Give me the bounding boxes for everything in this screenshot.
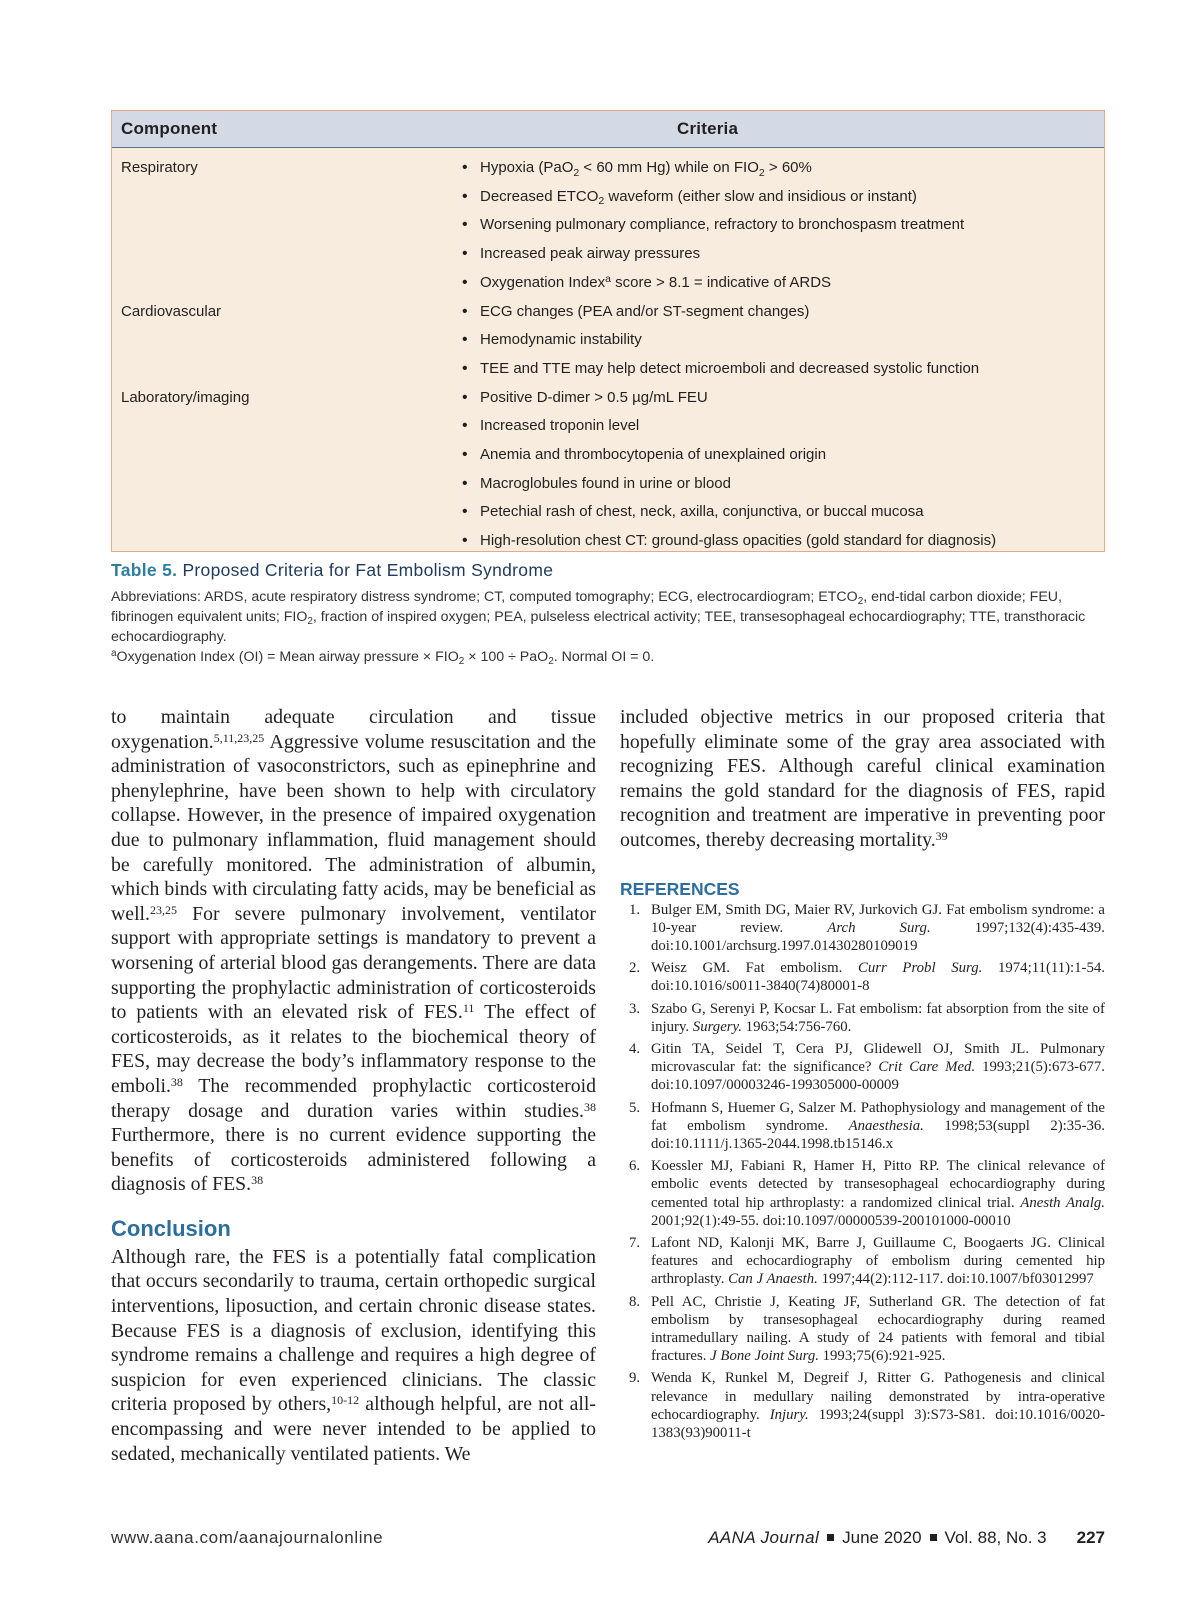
reference-text: Szabo G, Serenyi P, Kocsar L. Fat embolism: fat absorption from the site of injury. Surgery. 1963;54:756-760.	[651, 1000, 1105, 1035]
reference-number: 9.	[629, 1370, 641, 1387]
footer-citation	[708, 1528, 1105, 1548]
criteria-item: • High-resolution chest CT: ground-glass opacities (gold standard for diagnosis)	[462, 527, 1104, 556]
footer-date: June 2020	[842, 1528, 922, 1547]
caption-footnote: $^a$Oxygenation Index (OI) = Mean airway pressure × $FIO_2 \times 100 \div PaO_2$. Normal OI = 0.	[111, 648, 655, 668]
reference-item	[620, 959, 1105, 995]
separator-square-icon	[930, 1534, 937, 1541]
criteria-item: • Positive D-dimer > 0.5 µg/mL FEU	[462, 384, 1104, 413]
row-component: Respiratory	[121, 159, 198, 176]
reference-number: 2.	[629, 960, 641, 977]
criteria-item: • Increased peak airway pressures	[462, 240, 1104, 269]
reference-number: 5.	[629, 1099, 641, 1116]
table-row	[112, 298, 1104, 384]
table-title: Proposed Criteria for Fat Embolism Syndrome	[182, 560, 554, 580]
criteria-item: • Hemodynamic instability	[462, 326, 1104, 355]
reference-number: 1.	[629, 901, 641, 918]
table-body	[112, 148, 1104, 556]
reference-number: 8.	[629, 1293, 641, 1310]
reference-item	[620, 1369, 1105, 1442]
left-column	[111, 705, 596, 1466]
criteria-item: • Petechial rash of chest, neck, axilla, conjunctiva, or buccal mucosa	[462, 498, 1104, 527]
reference-number: 4.	[629, 1040, 641, 1057]
reference-list	[620, 901, 1105, 1443]
criteria-item: • Oxygenation Index$^a$ score > 8.1 = indicative of ARDS	[462, 269, 1104, 298]
caption-title-line	[111, 560, 1105, 581]
body-paragraph-continuation: to maintain adequate circulation and tissue oxygenation.$^{5,11,23,25}$ Aggressive volume resuscitation and the administration of vasoconstrictors, such as epinephrine and phenylephrine, have been shown to help with circulatory collapse. However, in the presence of impaired oxygenation due to pulmonary inflammation, fluid management should be carefully monitored. The administration of albumin, which binds with circulating fatty acids, may be beneficial as well.$^{23,25}$ For severe pulmonary involvement, ventilator support with appropriate settings is mandatory to prevent a worsening of arterial blood gas derangements. There are data supporting the prophylactic administration of corticosteroids to patients with an elevated risk of FES.$^{11}$ The effect of corticosteroids, as it relates to the biochemical theory of FES, may decrease the body’s inflammatory response to the emboli.$^{38}$ The recommended prophylactic corticosteroid therapy dosage and duration varies within studies.$^{38}$ Furthermore, there is no current evidence supporting the benefits of corticosteroids administered following a diagnosis of FES.$^{38}$	[111, 706, 596, 1196]
reference-item	[620, 1000, 1105, 1036]
criteria-table	[111, 110, 1105, 552]
table-row	[112, 154, 1104, 298]
criteria-list	[112, 154, 1104, 298]
reference-item	[620, 1040, 1105, 1095]
criteria-item: • Hypoxia (PaO$_2$ < 60 mm Hg) while on $FIO_2 > 60\%$	[462, 154, 1104, 183]
reference-text: Gitin TA, Seidel T, Cera PJ, Glidewell OJ, Smith JL. Pulmonary microvascular fat: the significance? Crit Care Med. 1993;21(5):673-677. doi:10.1097/00003246-199305000-00009	[651, 1040, 1105, 1094]
column-header-component: Component	[121, 119, 218, 138]
reference-item	[620, 901, 1105, 956]
footer-journal: AANA Journal	[708, 1528, 820, 1547]
table-row	[112, 384, 1104, 556]
page-footer	[111, 1528, 1105, 1552]
reference-number: 3.	[629, 1000, 641, 1017]
reference-item	[620, 1234, 1105, 1289]
reference-text: Wenda K, Runkel M, Degreif J, Ritter G. Pathogenesis and clinical relevance in medullary nailing demonstrated by intra-operative echocardiography. Injury. 1993;24(suppl 3):S73-S81. doi:10.1016/0020-1383(93)90011-t	[651, 1370, 1105, 1442]
reference-item	[620, 1293, 1105, 1366]
table-caption	[111, 560, 1105, 667]
table-header-row	[112, 111, 1104, 148]
criteria-item: • Anemia and thrombocytopenia of unexplained origin	[462, 441, 1104, 470]
footer-url[interactable]: www.aana.com/aanajournalonline	[111, 1528, 384, 1547]
reference-text: Pell AC, Christie J, Keating JF, Sutherland GR. The detection of fat embolism by transesophageal echocardiography during reamed intramedullary nailing. A study of 24 patients with femoral and tibial fractures. J Bone Joint Surg. 1993;75(6):921-925.	[651, 1293, 1105, 1365]
conclusion-heading: Conclusion	[111, 1215, 231, 1241]
criteria-item: • Macroglobules found in urine or blood	[462, 470, 1104, 499]
separator-square-icon	[827, 1534, 834, 1541]
reference-text: Weisz GM. Fat embolism. Curr Probl Surg. 1974;11(11):1-54. doi:10.1016/s0011-3840(74)80001-8	[651, 960, 1105, 995]
reference-item	[620, 1157, 1105, 1230]
criteria-item: • Increased troponin level	[462, 412, 1104, 441]
column-header-criteria: Criteria	[677, 119, 739, 138]
row-component: Cardiovascular	[121, 302, 222, 320]
reference-text: Hofmann S, Huemer G, Salzer M. Pathophysiology and management of the fat embolism syndrome. Anaesthesia. 1998;53(suppl 2):35-36. doi:10.1111/j.1365-2044.1998.tb15146.x	[651, 1099, 1105, 1152]
reference-number: 6.	[629, 1158, 641, 1175]
conclusion-paragraph: Although rare, the FES is a potentially fatal complication that occurs secondarily to trauma, certain orthopedic surgical interventions, liposuction, and certain chronic disease states. Because FES is a diagnosis of exclusion, identifying this syndrome remains a challenge and requires a high degree of suspicion for even experienced clinicians. The classic criteria proposed by others,$^{10-12}$ although helpful, are not all-encompassing and were never intended to be applied to sedated, mechanically ventilated patients. We	[111, 1245, 596, 1465]
caption-abbreviations: Abbreviations: ARDS, acute respiratory distress syndrome; CT, computed tomography; ECG, electrocardiogram; $ETCO_2$, end-tidal carbon dioxide; FEU, fibrinogen equivalent units; $FIO_2$, fraction of inspired oxygen; PEA, pulseless electrical activity; TEE, transesophageal echocardiography; TTE, transthoracic echocardiography.	[111, 589, 1086, 645]
reference-text: Lafont ND, Kalonji MK, Barre J, Guillaume C, Boogaerts JG. Clinical features and echocardiography of embolism during cemented hip arthroplasty. Can J Anaesth. 1997;44(2):112-117. doi:10.1007/bf03012997	[651, 1235, 1105, 1288]
reference-item	[620, 1099, 1105, 1154]
row-component: Laboratory/imaging	[121, 388, 250, 406]
criteria-item: • ECG changes (PEA and/or ST-segment changes)	[462, 298, 1104, 327]
page-number: 227	[1076, 1528, 1105, 1547]
criteria-item: • TEE and TTE may help detect microemboli and decreased systolic function	[462, 355, 1104, 384]
criteria-item: • Decreased $ETCO_2$ waveform (either slow and insidious or instant)	[462, 183, 1104, 212]
reference-text: Bulger EM, Smith DG, Maier RV, Jurkovich GJ. Fat embolism syndrome: a 10-year review. Arch Surg. 1997;132(4):435-439. doi:10.1001/archsurg.1997.01430280109019	[651, 901, 1105, 954]
reference-number: 7.	[629, 1235, 641, 1252]
table-label: Table 5.	[111, 560, 178, 580]
criteria-item: • Worsening pulmonary compliance, refractory to bronchospasm treatment	[462, 211, 1104, 240]
criteria-list	[112, 384, 1104, 556]
criteria-list	[112, 298, 1104, 384]
reference-text: Koessler MJ, Fabiani R, Hamer H, Pitto RP. The clinical relevance of embolic events detected by transesophageal echocardiography during cemented total hip arthroplasty: a randomized clinical trial. Anesth Analg. 2001;92(1):49-55. doi:10.1097/00000539-200101000-00010	[651, 1158, 1106, 1229]
footer-volume: Vol. 88, No. 3	[944, 1528, 1047, 1547]
body-paragraph-right: included objective metrics in our proposed criteria that hopefully eliminate some of the gray area associated with recognizing FES. Although careful clinical examination remains the gold standard for the diagnosis of FES, rapid recognition and treatment are imperative in preventing poor outcomes, thereby decreasing mortality.$^{39}$	[620, 706, 1105, 851]
references-heading: REFERENCES	[620, 878, 740, 899]
right-column	[620, 705, 1105, 1446]
